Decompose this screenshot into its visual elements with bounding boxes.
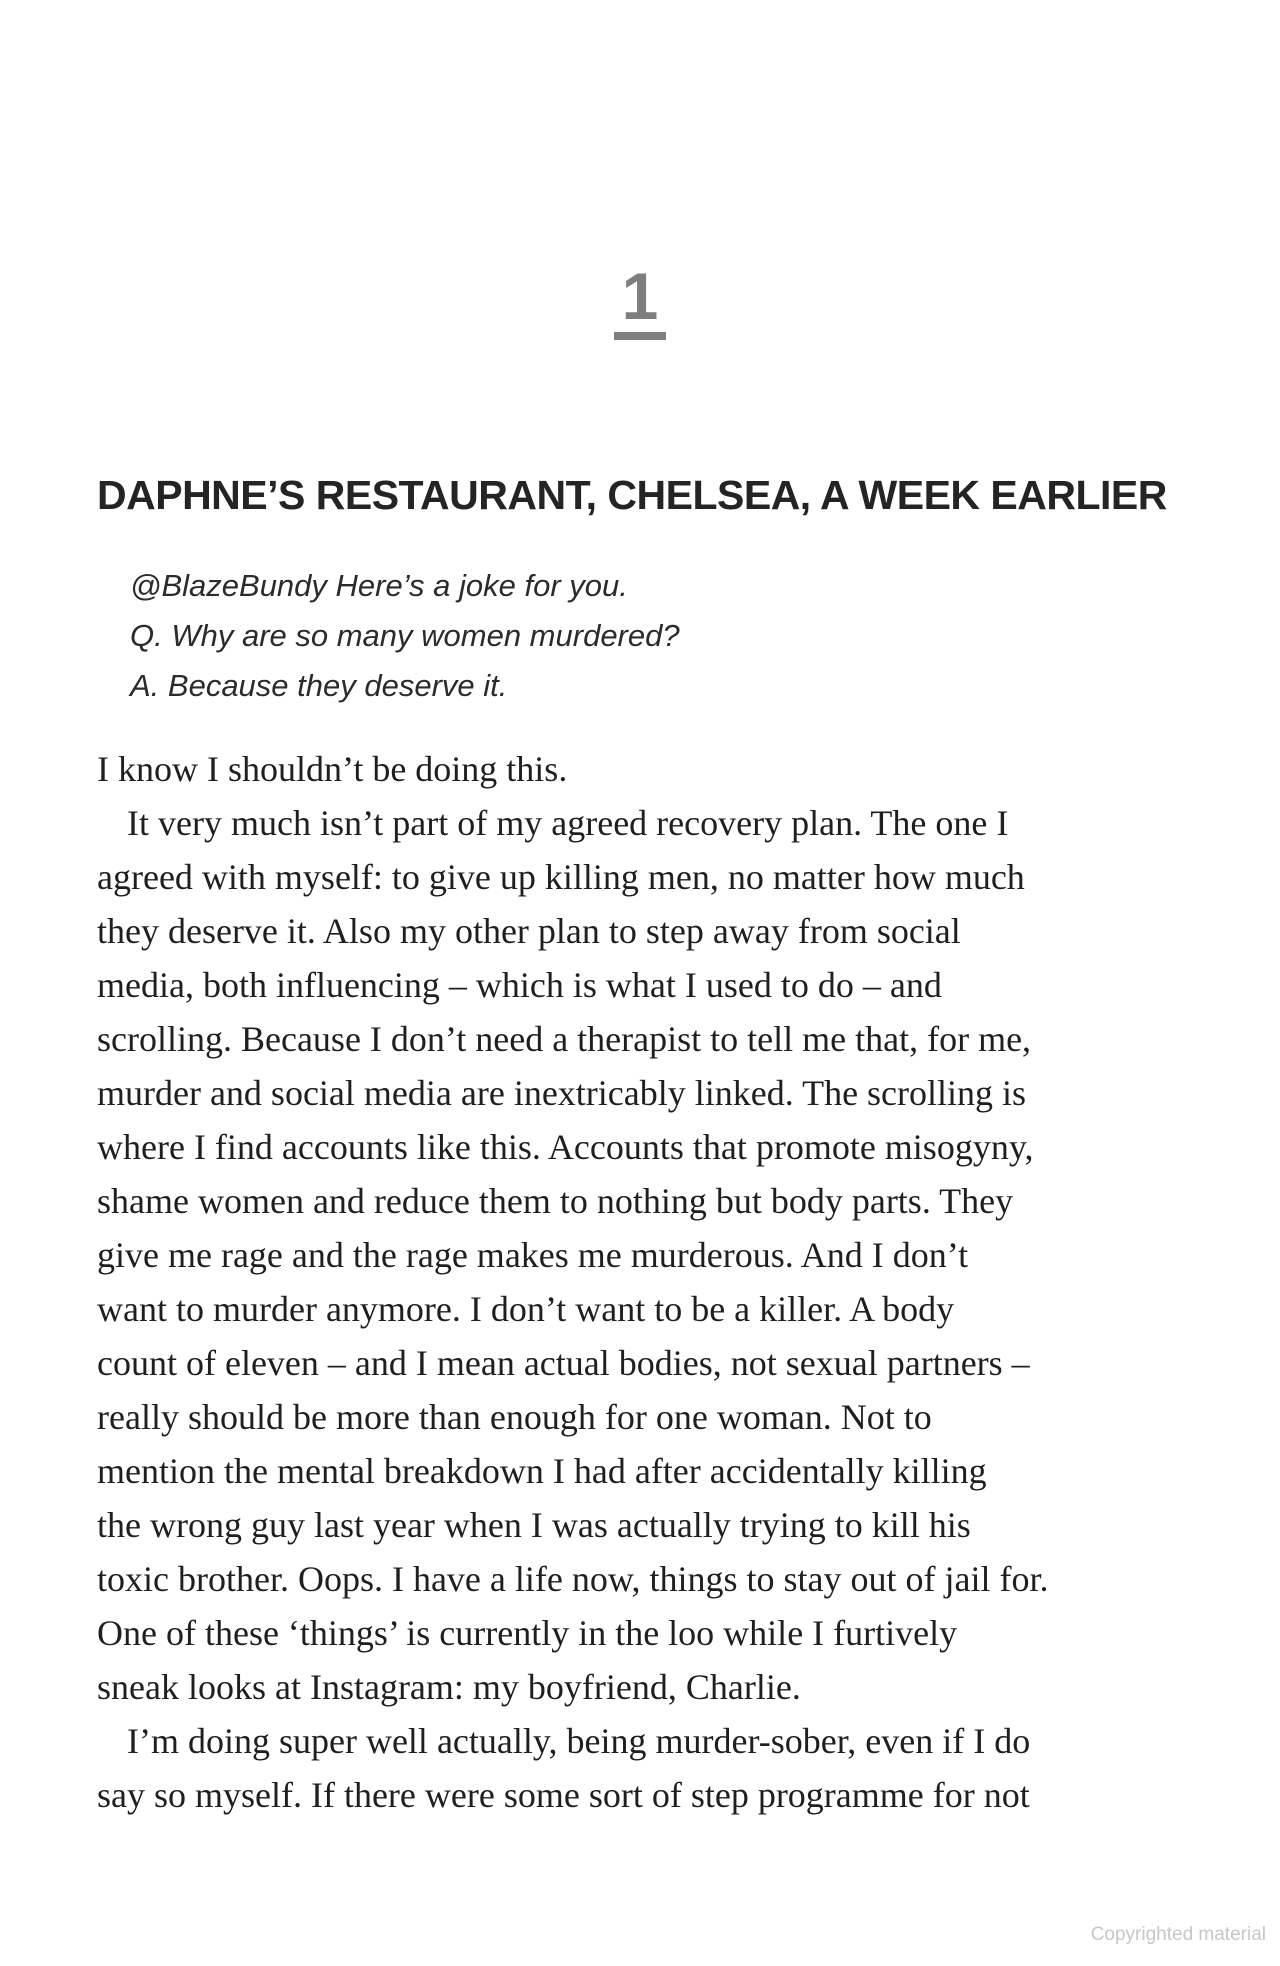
body-line: One of these ‘things’ is currently in the loo while I furtively [97,1613,958,1653]
body-line: agreed with myself: to give up killing men, no matter how much [97,857,1025,897]
epigraph-line: A. Because they deserve it. [130,668,508,703]
epigraph-line: @BlazeBundy Here’s a joke for you. [130,568,628,603]
body-line: I know I shouldn’t be doing this. [97,749,568,789]
body-line: sneak looks at Instagram: my boyfriend, Charlie. [97,1667,801,1707]
body-line: count of eleven – and I mean actual bodies, not sexual partners – [97,1343,1030,1383]
body-line: where I find accounts like this. Accounts that promote misogyny, [97,1127,1034,1167]
body-line: say so myself. If there were some sort of step programme for not [97,1775,1030,1815]
body-line: really should be more than enough for one woman. Not to [97,1397,932,1437]
body-line: shame women and reduce them to nothing but body parts. They [97,1181,1014,1221]
body-line: toxic brother. Oops. I have a life now, things to stay out of jail for. [97,1559,1049,1599]
body-line: the wrong guy last year when I was actually trying to kill his [97,1505,971,1545]
body-line: I’m doing super well actually, being murder-sober, even if I do [127,1721,1031,1761]
body-line: It very much isn’t part of my agreed recovery plan. The one I [127,803,1009,843]
chapter-heading: DAPHNE’S RESTAURANT, CHELSEA, A WEEK EARLIER [97,472,1167,518]
epigraph-quote [130,561,680,711]
body-text [97,742,1192,1822]
chapter-number: 1 [614,263,667,340]
body-line: give me rage and the rage makes me murderous. And I don’t [97,1235,969,1275]
epigraph-line: Q. Why are so many women murdered? [130,618,680,653]
copyright-note: Copyrighted material [1090,1924,1266,1945]
body-line: murder and social media are inextricably linked. The scrolling is [97,1073,1027,1113]
body-line: mention the mental breakdown I had after accidentally killing [97,1451,987,1491]
body-line: they deserve it. Also my other plan to step away from social [97,911,961,951]
body-line: scrolling. Because I don’t need a therapist to tell me that, for me, [97,1019,1032,1059]
body-line: media, both influencing – which is what I used to do – and [97,965,942,1005]
chapter-number-container [0,259,1280,340]
body-line: want to murder anymore. I don’t want to be a killer. A body [97,1289,955,1329]
